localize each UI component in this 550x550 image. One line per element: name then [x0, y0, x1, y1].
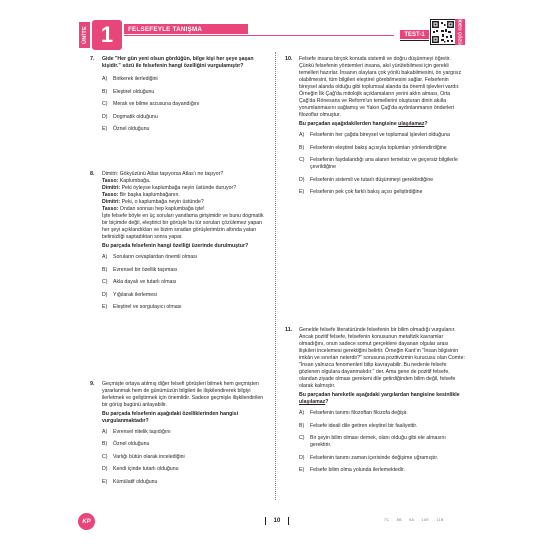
question-number: 7.: [90, 56, 95, 62]
answer-key-item: 8B: [396, 518, 403, 522]
dialog-line-1: Dimitri: Gökyüzünü Atlas taşıyorsa Atlas'ı ne taşıyor?: [102, 171, 224, 177]
unit-title: FELSEFEYLE TANIŞMA: [124, 24, 248, 34]
answer-key: [384, 518, 444, 522]
question-stem: Bu parçadan aşağıdakilerden hangisine ulaşılamaz?: [299, 120, 428, 127]
option-e[interactable]: E) Eleştirel ve sorgulayıcı olması: [102, 304, 182, 311]
publisher-logo: KP: [78, 513, 95, 530]
unite-tab: [79, 22, 90, 48]
header-rule: [124, 35, 394, 36]
option-a[interactable]: A) Evrensel nitelik taşıdığını: [102, 428, 171, 435]
question-text: İşte felsefe böyle en üç soruları yanıtlama girişimidir ve bunu dogmatik bir biçimde değil, eleştirici bir görüşle bu tür soruları çözülemez yapan her şeyi açıklandıkları ve bizim sıradan görüşlerimizin altında yatan belirsizliği saptadıktan sonra yapar.: [102, 213, 264, 241]
column-divider: [275, 52, 276, 500]
option-a[interactable]: A) Felsefenin tanımı filozoftan filozofa değişir.: [299, 410, 408, 417]
question-text: [102, 56, 270, 70]
option-a[interactable]: A) Birikerek ilerlediğini: [102, 76, 158, 83]
dialog-line-6: Tasso: Ondan sonrası hep kaplumbağa işte!: [102, 206, 205, 213]
options-list: [299, 410, 465, 474]
option-d[interactable]: D) Yığılarak ilerlemesi: [102, 291, 157, 298]
answer-key-item: 11B: [436, 518, 444, 522]
question-text: Geçmişte ortaya atılmış diğer felsefi görüşleri bilmek hem geçmişten yararlanmak hem de günümüzün bilgileri ile ilişkilendirerek bilgiyi ilerletmek ve geliştirmek için önemlidir. Sadece geçmişle ilişkilendirilen bir görüş bugünü anlayabilir.: [102, 381, 264, 409]
option-c[interactable]: C) Bir şeyin bilim olması demek, olanı olduğu gibi ele almasını gerektirir.: [299, 435, 446, 449]
unit-number: 1: [92, 20, 122, 50]
answer-key-item: 7C: [384, 518, 390, 522]
question-text: Felsefe insana birçok konuda sistemli ve doğru düşünmeyi öğretir. Çünkü felsefenin yöntemleri insana, akıl yürütebilmesi için gerekli temelleri hazırlar. İnsanın olaylara çok yönlü bakabilmesini, ön yargısız olabilmesini, tüm bilgileri eleştirel görebilmesini sağlar. Felsefenin bireysel alanda olduğu gibi toplumsal alanda da önemli işlevleri vardır. Örneğin İlk Çağ'da mitolojik açıklamaların yerini aklın alması, Orta Çağ'da Rönesans ve Reform'un temellerini oluşturan dinin akılla yorumlanmasını sağlamış ve Yakın Çağ'da aydınlanmanın önderleri filozoflar olmuştur.: [299, 56, 462, 119]
option-a[interactable]: A) Felsefenin her çağda bireysel ve toplumsal işlevleri olduğuna: [299, 131, 450, 138]
option-b[interactable]: B) Evrensel bir özellik taşıması: [102, 266, 178, 273]
options-list: [299, 132, 465, 196]
answer-key-item: 10E: [421, 518, 430, 522]
option-d[interactable]: D) Kendi içinde tutarlı olduğunu: [102, 466, 179, 473]
option-c[interactable]: C) Merak ve bilme arzusuna dayandığını: [102, 101, 200, 108]
video-label: VİDEO ÇÖZÜM: [457, 16, 463, 48]
question-number: 11.: [285, 327, 293, 333]
question-stem: sözü ile felsefenin hangi özelliğini vurgulamıştır?: [122, 63, 244, 70]
quote-text: Gide "Her gün yeni olsun gördüğün, bilge kişi her şeye şaşan kişidir.": [102, 56, 254, 70]
dialog-line-3: Dimitri: Peki öyleyse kaplumbağa neyin üstünde duruyor?: [102, 185, 237, 192]
question-stem: Bu parçadan hareketle aşağıdaki yargılardan hangisine kesinlikle ulaşılamaz?: [299, 391, 460, 405]
option-d[interactable]: D) Felsefenin sistemli ve tutarlı düşünmeyi gerektirdiğine: [299, 176, 434, 183]
options-list: [102, 254, 270, 311]
option-a[interactable]: A) Soruların cevaplardan önemli olması: [102, 254, 198, 261]
option-b[interactable]: B) Felsefenin eleştirel bakış açısıyla toplumları yönlendirdiğine: [299, 144, 447, 151]
question-number: 8.: [90, 171, 95, 177]
question-stem: Bu parçada felsefenin aşağıdaki özelliklerinden hangisi vurgulanmaktadır?: [102, 410, 239, 424]
test-label: TEST-1: [400, 30, 429, 39]
unite-label: ÜNİTE: [81, 26, 88, 44]
option-c[interactable]: C) Felsefenin faydalandığı ana alanın temelsiz ve geçersiz bilgilerle çevrildiğine: [299, 157, 458, 171]
option-e[interactable]: E) Felsefe bilim olma yolunda ilerlemektedir.: [299, 467, 405, 474]
options-list: [102, 429, 270, 486]
option-e[interactable]: E) Öznel olduğunu: [102, 126, 150, 133]
option-d[interactable]: D) Dogmatik olduğunu: [102, 113, 158, 120]
question-number: 9.: [90, 381, 95, 387]
option-b[interactable]: B) Öznel olduğunu: [102, 441, 150, 448]
question-stem: Bu parçada felsefenin hangi özelliği üzerinde durulmuştur?: [102, 242, 249, 249]
dialog-line-5: Dimitri: Peki, o kaplumbağa neyin üstünde?: [102, 199, 204, 206]
dialog-line-2: Tasso: Kaplumbağa.: [102, 178, 151, 185]
qr-code-icon[interactable]: [430, 19, 456, 45]
option-c[interactable]: C) Varlığı bütün olarak incelediğini: [102, 453, 185, 460]
option-d[interactable]: D) Felsefenin tanımı zaman içerisinde değişime uğramıştır.: [299, 454, 439, 461]
question-number: 10.: [285, 56, 293, 62]
option-b[interactable]: B) Eleştirel olduğunu: [102, 88, 155, 95]
question-text: Genelde felsefe literatüründe felsefenin bir bilim olmadığı vurgulanır. Ancak pozitif felsefe, felsefenin konusunun metafizik kavramlar olmadığını, onun sadece somut gerçeklere dayanan olgular arası ilişkileri incelemesi gerektiğini belirtir. Örneğin Kant'ın "İnsan bilgisinin imkân ve sınırları nelerdir?" sorusuna pozitivizmin kurucusu olan Comte: "İnsan yalnızca fenomenleri bilip kavrayabilir. Bu nedenle felsefe gözlenen olgulara dayanmalıdır." der. Ama gene de pozitif felsefe, olandan ziyade olması gerekeni dile getirdiğinden bilim değil, felsefe olarak kalmıştır.: [299, 327, 465, 390]
option-c[interactable]: C) Akla dayalı ve tutarlı olması: [102, 279, 177, 286]
option-e[interactable]: E) Felsefenin pek çok farklı bakış açısı geliştirdiğine: [299, 189, 423, 196]
option-e[interactable]: E) Kümülatif olduğunu: [102, 478, 158, 485]
option-b[interactable]: B) Felsefe ideali dile getiren eleştirel bir faaliyettir.: [299, 422, 418, 429]
qr-code-graphic: [431, 20, 455, 44]
video-solution-tab[interactable]: [455, 16, 465, 48]
page-number: 10: [265, 517, 289, 525]
answer-key-item: 9A: [409, 518, 415, 522]
options-list: [102, 76, 270, 133]
dialog-line-4: Tasso: Bir başka kaplumbağanın.: [102, 192, 180, 199]
test-underline: [400, 40, 429, 41]
